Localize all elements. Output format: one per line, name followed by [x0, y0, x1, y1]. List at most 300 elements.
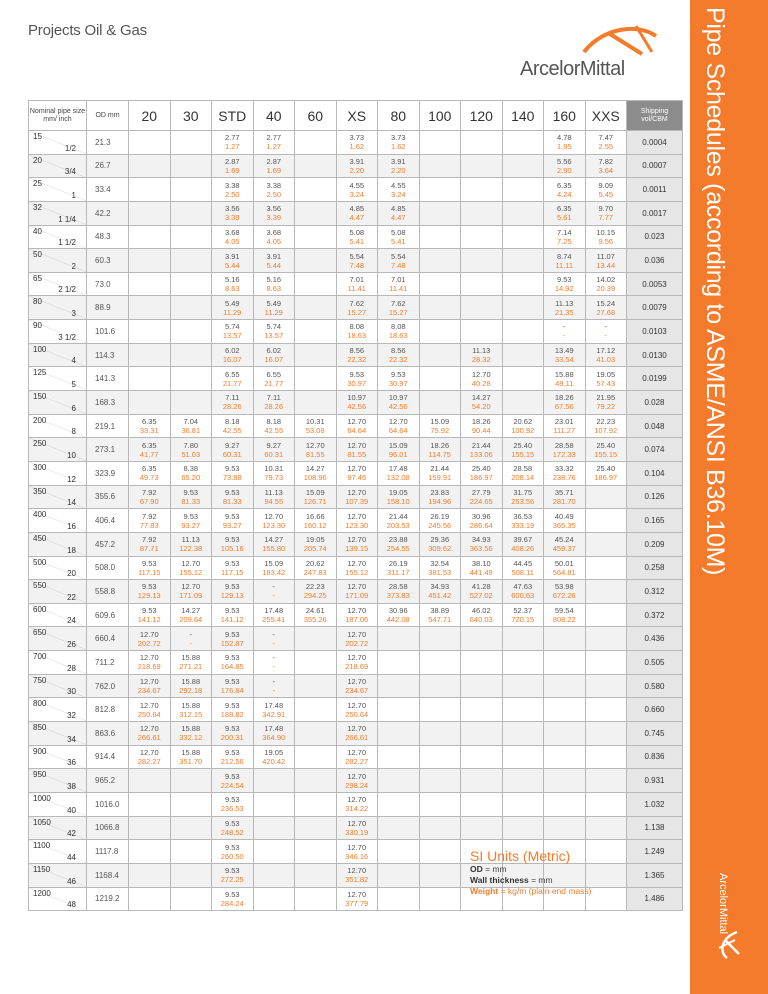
schedule-cell — [212, 887, 254, 911]
schedule-cell — [336, 296, 378, 320]
weight: 81.55 — [347, 449, 367, 459]
nominal-size-cell — [29, 580, 87, 604]
wall-thickness: 9.53 — [224, 818, 240, 828]
schedule-cell — [170, 509, 212, 533]
schedule-cell — [419, 603, 461, 627]
schedule-cell — [419, 745, 461, 769]
nominal-mm: 1200 — [33, 888, 51, 898]
schedule-cell — [544, 556, 586, 580]
nominal-inch: 1/2 — [64, 143, 76, 153]
weight: 4.47 — [349, 213, 365, 223]
nominal-size-cell — [29, 296, 87, 320]
wall-thickness: 11.13 — [555, 298, 574, 308]
schedule-cell — [170, 178, 212, 202]
weight: 22.32 — [388, 355, 408, 365]
wall-thickness: 12.70 — [347, 487, 367, 497]
wall-thickness: 9.53 — [224, 889, 240, 899]
shipping-cell: 0.104 — [627, 461, 683, 485]
schedule-cell — [295, 627, 337, 651]
table-row — [29, 296, 683, 320]
wall-thickness: 9.53 — [224, 558, 240, 568]
schedule-cell — [544, 509, 586, 533]
nominal-size-cell — [29, 532, 87, 556]
section-title: Projects Oil & Gas — [28, 22, 147, 39]
shipping-cell: 0.0053 — [627, 272, 683, 296]
nominal-inch: 38 — [67, 781, 76, 791]
wall-thickness: 12.70 — [347, 558, 367, 568]
schedule-cell — [295, 438, 337, 462]
weight: 314.22 — [345, 804, 369, 814]
weight: 123.30 — [345, 520, 369, 530]
schedule-cell — [544, 225, 586, 249]
schedule-cell — [212, 651, 254, 675]
weight: 202.72 — [137, 638, 161, 648]
wall-thickness: 7.01 — [390, 275, 406, 285]
wall-thickness: 23.01 — [554, 417, 574, 426]
schedule-cell — [544, 674, 586, 698]
schedule-cell — [585, 414, 627, 438]
schedule-cell — [544, 722, 586, 746]
nominal-inch: 26 — [67, 640, 76, 650]
schedule-cell — [419, 887, 461, 911]
weight: 218.69 — [345, 662, 369, 672]
schedule-cell — [378, 627, 420, 651]
weight: 164.85 — [220, 662, 244, 672]
wall-thickness: 26.19 — [430, 511, 450, 521]
wall-thickness: 12.70 — [139, 653, 159, 663]
od-cell: 73.0 — [87, 272, 129, 296]
wall-thickness: 12.70 — [347, 747, 367, 757]
schedule-cell — [295, 249, 337, 273]
wall-thickness: 15.09 — [264, 558, 284, 568]
schedule-cell — [295, 580, 337, 604]
wall-thickness: 7.62 — [390, 298, 406, 308]
nominal-mm: 150 — [33, 392, 47, 402]
schedule-cell — [419, 461, 461, 485]
schedule-cell — [336, 249, 378, 273]
table-row — [29, 769, 683, 793]
schedule-cell — [295, 225, 337, 249]
od-cell: 33.4 — [87, 178, 129, 202]
od-cell: 42.2 — [87, 201, 129, 225]
schedule-cell — [336, 201, 378, 225]
schedule-cell — [295, 674, 337, 698]
table-row — [29, 461, 683, 485]
shipping-cell: 0.312 — [627, 580, 683, 604]
nominal-size-cell — [29, 178, 87, 202]
weight: 640.03 — [469, 615, 493, 625]
wall-thickness: 9.53 — [224, 629, 240, 639]
nominal-mm: 50 — [33, 250, 42, 260]
nominal-inch: 24 — [67, 616, 76, 626]
schedule-cell — [336, 391, 378, 415]
schedule-cell — [544, 792, 586, 816]
weight: - — [272, 686, 275, 696]
schedule-cell — [378, 674, 420, 698]
weight: 5.61 — [556, 213, 572, 223]
od-cell: 914.4 — [87, 745, 129, 769]
wall-thickness: 12.70 — [347, 818, 367, 828]
weight: 28.32 — [471, 355, 491, 365]
schedule-cell — [336, 414, 378, 438]
schedule-cell — [419, 201, 461, 225]
schedule-cell — [212, 840, 254, 864]
schedule-cell — [295, 651, 337, 675]
schedule-cell — [378, 840, 420, 864]
weight: 27.68 — [596, 307, 616, 317]
wall-thickness: 7.47 — [598, 133, 614, 143]
wall-thickness: 4.78 — [556, 133, 572, 143]
wall-thickness: 25.40 — [471, 464, 491, 474]
nominal-inch: 20 — [67, 569, 76, 579]
weight: 808.22 — [552, 615, 576, 625]
schedule-cell — [129, 178, 171, 202]
schedule-cell — [170, 580, 212, 604]
wall-thickness: 12.70 — [347, 795, 367, 805]
schedule-cell — [212, 343, 254, 367]
schedule-cell — [336, 674, 378, 698]
wall-thickness: 32.54 — [430, 558, 450, 568]
schedule-cell — [295, 485, 337, 509]
weight: 53.08 — [305, 426, 325, 435]
shipping-cell: 0.660 — [627, 698, 683, 722]
schedule-cell — [336, 485, 378, 509]
wall-thickness: 12.70 — [181, 558, 201, 568]
shipping-cell: 1.138 — [627, 816, 683, 840]
weight: 16.07 — [222, 355, 242, 365]
schedule-cell — [212, 367, 254, 391]
weight: 1.27 — [266, 142, 282, 152]
schedule-cell — [461, 792, 503, 816]
weight: 1.95 — [556, 142, 572, 152]
weight: 250.64 — [137, 709, 161, 719]
wall-thickness: 20.62 — [513, 417, 533, 426]
schedule-cell — [253, 556, 295, 580]
schedule-cell — [253, 840, 295, 864]
schedule-cell — [336, 367, 378, 391]
nominal-size-cell — [29, 367, 87, 391]
schedule-header: 160 — [544, 101, 586, 131]
schedule-cell — [502, 272, 544, 296]
wall-thickness: 12.70 — [347, 700, 367, 710]
legend-wall-value: = mm — [531, 875, 553, 885]
schedule-cell — [585, 769, 627, 793]
weight: 346.16 — [345, 851, 369, 861]
wall-thickness: 21.44 — [388, 511, 408, 521]
schedule-cell — [129, 438, 171, 462]
schedule-cell — [502, 674, 544, 698]
schedule-cell — [585, 603, 627, 627]
schedule-cell — [336, 769, 378, 793]
schedule-cell — [461, 461, 503, 485]
wall-thickness: - — [272, 653, 275, 663]
nominal-mm: 700 — [33, 652, 47, 662]
schedule-cell — [212, 509, 254, 533]
od-cell: 609.6 — [87, 603, 129, 627]
schedule-cell — [253, 769, 295, 793]
schedule-cell — [170, 769, 212, 793]
schedule-cell — [378, 391, 420, 415]
nominal-inch: 12 — [67, 474, 76, 484]
schedule-cell — [461, 603, 503, 627]
schedule-cell — [129, 414, 171, 438]
nominal-size-cell — [29, 225, 87, 249]
legend-wall-label: Wall thickness — [470, 875, 529, 885]
wall-thickness: 28.58 — [388, 582, 408, 592]
schedule-cell — [170, 532, 212, 556]
weight: 11.41 — [347, 284, 366, 294]
wall-thickness: 3.91 — [349, 156, 365, 166]
wall-thickness: 9.09 — [598, 180, 614, 190]
wall-thickness: 27.79 — [471, 487, 491, 497]
wall-thickness: 35.71 — [554, 487, 574, 497]
nominal-mm: 300 — [33, 462, 47, 472]
wall-thickness: 9.53 — [141, 582, 157, 592]
schedule-cell — [378, 343, 420, 367]
wall-thickness: 6.55 — [266, 369, 282, 379]
nominal-size-cell — [29, 769, 87, 793]
schedule-cell — [502, 201, 544, 225]
schedule-cell — [129, 674, 171, 698]
weight: 9.56 — [598, 236, 614, 246]
schedule-cell — [585, 698, 627, 722]
schedule-cell — [336, 272, 378, 296]
schedule-cell — [585, 438, 627, 462]
wall-thickness: 15.88 — [181, 747, 201, 757]
weight: 194.96 — [428, 496, 452, 506]
weight: 508.11 — [511, 567, 534, 577]
schedule-cell — [378, 603, 420, 627]
schedule-cell — [378, 816, 420, 840]
schedule-cell — [585, 674, 627, 698]
schedule-cell — [129, 863, 171, 887]
nominal-mm: 400 — [33, 510, 47, 520]
weight: 186.97 — [469, 473, 493, 483]
schedule-cell — [336, 603, 378, 627]
wall-thickness: 9.53 — [224, 464, 240, 474]
wall-thickness: 4.85 — [349, 204, 365, 214]
weight: 253.56 — [511, 496, 535, 506]
wall-thickness: 15.88 — [181, 677, 201, 687]
schedule-cell — [295, 154, 337, 178]
schedule-header: 20 — [129, 101, 171, 131]
table-row — [29, 509, 683, 533]
wall-thickness: 23.88 — [388, 535, 408, 545]
shipping-cell: 0.023 — [627, 225, 683, 249]
wall-thickness: 9.53 — [183, 487, 199, 497]
weight: 284.24 — [220, 898, 244, 908]
weight: 1.27 — [224, 142, 240, 152]
wall-thickness: 5.49 — [266, 298, 282, 308]
schedule-cell — [378, 154, 420, 178]
schedule-cell — [170, 698, 212, 722]
weight: 73.88 — [222, 473, 242, 483]
weight: 122.38 — [179, 544, 203, 554]
schedule-cell — [336, 556, 378, 580]
wall-thickness: 12.70 — [347, 677, 367, 687]
schedule-cell — [461, 225, 503, 249]
side-title: Pipe Schedules (according to ASME/ANSI B36.10M) — [701, 7, 729, 576]
weight: 67.56 — [554, 402, 574, 412]
weight: 129.13 — [220, 591, 244, 601]
schedule-cell — [129, 792, 171, 816]
weight: 218.69 — [137, 662, 161, 672]
schedule-cell — [212, 249, 254, 273]
wall-thickness: 12.70 — [139, 629, 159, 639]
wall-thickness: 28.58 — [554, 440, 574, 450]
schedule-cell — [378, 414, 420, 438]
schedule-cell — [253, 249, 295, 273]
wall-thickness: 12.70 — [347, 629, 367, 639]
wall-thickness: 21.95 — [596, 393, 616, 403]
nominal-inch: 2 — [71, 261, 76, 271]
schedule-cell — [378, 131, 420, 155]
wall-thickness: 41.28 — [471, 582, 491, 592]
wall-thickness: 13.49 — [554, 346, 574, 356]
schedule-cell — [544, 461, 586, 485]
schedule-cell — [585, 320, 627, 344]
weight: 100.92 — [511, 426, 535, 435]
weight: 7.48 — [390, 260, 406, 270]
wall-thickness: 12.70 — [347, 653, 367, 663]
schedule-cell — [129, 745, 171, 769]
table-row — [29, 556, 683, 580]
wall-thickness: 15.09 — [430, 417, 450, 426]
wall-thickness: 20.62 — [305, 558, 325, 568]
schedule-cell — [461, 532, 503, 556]
schedule-cell — [253, 887, 295, 911]
schedule-cell — [544, 272, 586, 296]
wall-thickness: 7.80 — [183, 440, 199, 450]
wall-thickness: 9.53 — [224, 747, 240, 757]
schedule-cell — [544, 698, 586, 722]
weight: 442.08 — [386, 615, 410, 625]
wall-thickness: 30.96 — [471, 511, 491, 521]
schedule-cell — [378, 367, 420, 391]
weight: 3.64 — [598, 165, 614, 175]
wall-thickness: 50.01 — [554, 558, 574, 568]
wall-thickness: 12.70 — [347, 417, 367, 426]
schedule-cell — [295, 532, 337, 556]
weight: 41.03 — [596, 355, 616, 365]
wall-thickness: 22.23 — [305, 582, 325, 592]
nominal-size-cell — [29, 201, 87, 225]
od-header: OD mm — [87, 101, 129, 131]
shipping-cell: 0.0007 — [627, 154, 683, 178]
schedule-cell — [253, 225, 295, 249]
schedule-cell — [295, 201, 337, 225]
schedule-cell — [378, 532, 420, 556]
wall-thickness: 23.83 — [430, 487, 450, 497]
weight: 459.37 — [552, 544, 576, 554]
schedule-cell — [212, 722, 254, 746]
schedule-cell — [170, 792, 212, 816]
shipping-header: Shipping vol/CBM — [627, 101, 683, 131]
nominal-mm: 600 — [33, 604, 47, 614]
wall-thickness: 12.70 — [139, 724, 159, 734]
weight: 21.77 — [222, 378, 242, 388]
wall-thickness: 12.70 — [305, 440, 325, 450]
weight: 90.44 — [471, 426, 491, 435]
schedule-cell — [295, 391, 337, 415]
wall-thickness: 7.82 — [598, 156, 614, 166]
schedule-cell — [253, 367, 295, 391]
shipping-cell: 0.165 — [627, 509, 683, 533]
od-cell: 1168.4 — [87, 863, 129, 887]
wall-thickness: 14.27 — [264, 535, 284, 545]
wall-thickness: 6.35 — [141, 440, 157, 450]
table-row — [29, 485, 683, 509]
schedule-cell — [212, 461, 254, 485]
weight: 2.20 — [349, 165, 365, 175]
table-row — [29, 154, 683, 178]
schedule-cell — [295, 461, 337, 485]
nominal-inch: 42 — [67, 829, 76, 839]
nominal-inch: 2 1/2 — [58, 285, 76, 295]
schedule-cell — [129, 201, 171, 225]
wall-thickness: 44.45 — [513, 558, 533, 568]
schedule-cell — [585, 461, 627, 485]
wall-thickness: 8.18 — [224, 417, 240, 426]
nominal-mm: 450 — [33, 533, 47, 543]
schedule-cell — [253, 698, 295, 722]
weight: 332.12 — [179, 733, 203, 743]
schedule-header: 40 — [253, 101, 295, 131]
wall-thickness: - — [272, 582, 275, 592]
od-cell: 101.6 — [87, 320, 129, 344]
nominal-mm: 850 — [33, 723, 47, 733]
schedule-cell — [212, 131, 254, 155]
wall-thickness: 39.67 — [513, 535, 533, 545]
table-row — [29, 391, 683, 415]
schedule-cell — [461, 178, 503, 202]
wall-thickness: 17.48 — [264, 700, 284, 710]
schedule-cell — [295, 792, 337, 816]
schedule-header: XXS — [585, 101, 627, 131]
weight: 155.12 — [179, 567, 203, 577]
schedule-cell — [129, 840, 171, 864]
schedule-cell — [129, 769, 171, 793]
weight: 64.64 — [347, 426, 367, 435]
weight: 333.19 — [511, 520, 535, 530]
schedule-cell — [419, 225, 461, 249]
schedule-cell — [253, 391, 295, 415]
nominal-size-cell — [29, 485, 87, 509]
wall-thickness: 12.70 — [347, 440, 367, 450]
wall-thickness: 21.44 — [471, 440, 491, 450]
shipping-cell: 1.486 — [627, 887, 683, 911]
schedule-cell — [502, 816, 544, 840]
schedule-cell — [170, 438, 212, 462]
wall-thickness: 34.93 — [471, 535, 491, 545]
weight: - — [189, 638, 192, 648]
schedule-cell — [502, 296, 544, 320]
weight: 94.55 — [264, 496, 284, 506]
schedule-cell — [461, 249, 503, 273]
od-cell: 88.9 — [87, 296, 129, 320]
wall-thickness: 4.55 — [390, 180, 406, 190]
weight: 158.10 — [386, 496, 410, 506]
weight: 139.15 — [345, 544, 369, 554]
wall-thickness: 11.13 — [264, 487, 283, 497]
wall-thickness: 11.07 — [596, 251, 615, 261]
wall-thickness: 7.92 — [141, 487, 157, 497]
wall-thickness: 2.77 — [266, 133, 282, 143]
nominal-mm: 550 — [33, 581, 47, 591]
wall-thickness: - — [272, 677, 275, 687]
wall-thickness: 12.70 — [347, 842, 367, 852]
weight: 18.63 — [388, 331, 408, 341]
